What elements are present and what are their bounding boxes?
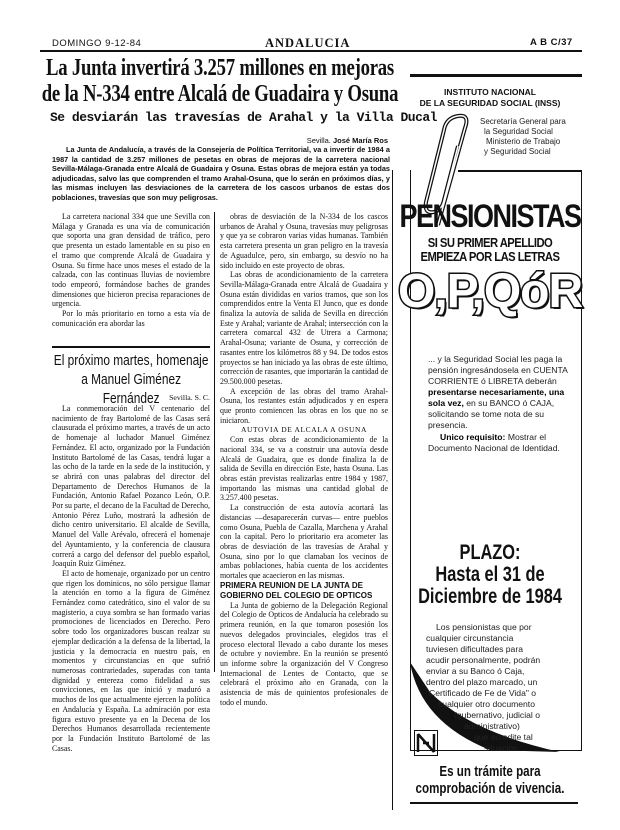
article-divider (52, 346, 210, 348)
main-article-col2 (220, 212, 388, 707)
plazo-line: PLAZO: (459, 541, 521, 564)
header-rule (40, 50, 400, 52)
paragraph: La carretera nacional 334 que une Sevilla con Málaga y Granada es una vía de comunicación que soporta una gran densidad de tráfico, pero que presenta un estado lamentable en su piso en el tramo que comprende Alcalá de Guadaira y Osuna. Su firme hace unos meses el estado de la calzada, con las continuas lluvias de noviembre todo empeoró, formándose baches de grandes dimensiones que hicieron precisa reparaciones de urgencia. (52, 212, 210, 309)
inss-advertisement (398, 62, 582, 807)
requisito-label: Unico requisito: (440, 432, 506, 442)
secretaria-line: la Seguridad Social (484, 127, 553, 136)
main-headline (41, 55, 399, 107)
sub-line-1: SI SU PRIMER APELLIDO (427, 236, 553, 250)
body-text: ... y la Seguridad Social les paga la pensión ingresándosela en CUENTA CORRIENTE ó LIBRETA deberán (428, 354, 568, 386)
requisito-text: Mostrar el Documento Nacional de Identidad. (428, 432, 560, 453)
secretaria-line: Ministerio de Trabajo (486, 137, 561, 146)
ad-footer (416, 764, 563, 798)
page-number: A B C/37 (530, 37, 573, 48)
paragraph: El acto de homenaje, organizado por un centro que rigen los dominicos, no sólo persigue llamar la atención en torno a la figura de Giménez Fernández como catedrático, sino el valor de su magisterio, a cuya sombra se han formado varias promociones de licenciados en Derecho. Pero sobre todo los organizadores buscan realzar su ejemplar dedicación a la defensa de la libertad, la justicia y la democracia en nuestro país, en momentos y circunstancias en que sufrió numerosas contrariedades, superadas con tanta dignidad y entereza como fidelidad a sus convicciones, en las que inició y maduró a muchos de los que actualmente ejercen la política en Andalucía y España. La admiración por esta figura estuvo presente ya en la Decena de los Derechos Humanos desarrollada recientemente por la Fundación Instituto Bartolomé de las Casas. (52, 568, 210, 753)
note-line: administrativo) (464, 721, 520, 731)
note-line: enviar a su Banco ó Caja, (426, 666, 525, 676)
second-article-byline: Sevilla. S. C. (169, 393, 210, 402)
note-line: que acredite tal (474, 732, 533, 742)
column-rule (392, 170, 393, 810)
section-title: ANDALUCIA (265, 36, 351, 50)
body-emphasis: presentarse necesariamente, una sola vez, (428, 387, 565, 408)
note-line: (gubernativo, judicial o (454, 710, 540, 720)
note-line: Los pensionistas que por (436, 622, 532, 632)
paragraph: obras de desviación de la N-334 de los cascos urbanos de Arahal y Osuna, travesías muy peligrosas y que ya se cobraron varias vidas humanas. También esta carretera presenta un gran peligro en la travesía de Aguadulce, pero, sin embargo, su desvío no ha sido incluido en este proyecto de obras. (220, 212, 388, 270)
plazo-line: Diciembre de 1984 (418, 585, 562, 608)
paragraph: A excepción de las obras del tramo Arahal-Osuna, los restantes están adjudicados y en espera que pronto comiencen las obras en los que no se iniciaron. (220, 386, 388, 425)
plazo-line: Hasta el 31 de (435, 563, 545, 586)
issue-date: DOMINGO 9-12-84 (52, 38, 142, 49)
institute-line-1: INSTITUTO NACIONAL (444, 87, 536, 97)
ad-deadline (418, 542, 562, 608)
main-article-col1 (52, 212, 210, 328)
ad-footer-rule (410, 802, 578, 804)
paragraph: Por lo más prioritario en torno a esta vía de comunicación era abordar las (52, 309, 210, 328)
paragraph: La conmemoración del V centenario del nacimiento de fray Bartolomé de las Casas será clausurada el próximo martes, a través de un acto de homenaje al luchador Manuel Giménez Fernández. El acto, organizado por la Fundación Instituto Bartolomé de las Casas, tendrá lugar a las ocho de la tarde en la sede de la institución, y se abrirá con unas palabras del director del Departamento de Derechos Humanos de la Fundación, Antonio Rafael Pozanco León, O.P. Por su parte, el decano de la Facultad de Derecho, Antonio Pérez Luño, mostrará la adhesión de dicho centro universitario. El alcalde de Sevilla, Manuel del Valle Arévalo, ofrecerá el homenaje del Ayuntamiento, y la conferencia de clausura correrá a cargo del defensor del pueblo español, Joaquín Ruiz Giménez. (52, 404, 210, 569)
note-line: "Certificado de Fe de Vida" o (426, 688, 537, 698)
institute-line-2: DE LA SEGURIDAD SOCIAL (INSS) (419, 98, 561, 108)
secretaria-line: y Seguridad Social (484, 147, 551, 156)
sub-line-2: EMPIEZA POR LAS LETRAS (420, 250, 560, 264)
headline-line-2: de la N-334 entre Alcalá de Guadaira y Osuna (41, 81, 399, 107)
subheading-opticos: PRIMERA REUNION DE LA JUNTA DE GOBIERNO DEL COLEGIO DE OPTICOS (220, 580, 373, 600)
note-line: situación. (484, 743, 521, 753)
headline-line-1: La Junta invertirá 3.257 millones en mejoras (46, 55, 394, 81)
note-line: tuviesen dificultades para (426, 644, 523, 654)
note-line: cualquier circunstancia (426, 633, 514, 643)
ad-subheadline (407, 236, 573, 264)
header-rule-right (400, 50, 582, 52)
title-line-2: a Manuel Giménez Fernández (81, 372, 182, 407)
subheading-autovia: AUTOVIA DE ALCALA A OSUNA (240, 425, 368, 435)
paragraph: Con estas obras de acondicionamiento de la nacional 334, se va a construir una autovía desde Alcalá de Guadaira, que es donde finaliza la de salida de Sevilla en dirección Este, hasta Osuna. Las obras están previstas realizarlas entre 1984 y 1987, importando las mismas una cantidad global de 3.257.400 pesetas. (220, 435, 388, 503)
note-line: acudir personalmente, podrán (426, 655, 541, 665)
footer-line: Es un trámite para (439, 764, 541, 780)
ad-top-bar (410, 74, 582, 77)
main-subheadline: Se desviarán las travesías de Arahal y la Villa Ducal (50, 110, 437, 125)
column-rule (214, 212, 215, 672)
secretaria-line: Secretaría General para (480, 117, 566, 126)
ad-secretaria (480, 117, 566, 157)
ad-institute (398, 87, 582, 109)
article-lead: La Junta de Andalucía, a través de la Consejería de Política Territorial, va a invertir de 1984 a 1987 la cantidad de 3.257 millones de pesetas en obras de mejoras de la carretera nacional Sevilla-Málaga-Granada entre Alcalá de Guadaira y Osuna. Estas obras de mejora están ya todas adjudicadas, salvo las que comprenden el tramo Arahal-Osuna, que lo serán en próximos días, y las mismas incluyen las desviaciones de la carretera de los cascos urbanos de estas dos poblaciones, travesías que son muy peligrosas. (52, 145, 390, 202)
second-article-body (52, 404, 210, 753)
note-line: dentro del plazo marcado, un (426, 677, 538, 687)
note-line: cualquier otro documento (438, 699, 535, 709)
ad-letters: O,P,QóR (398, 265, 583, 318)
title-line-1: El próximo martes, homenaje (53, 353, 209, 369)
paragraph: Las obras de acondicionamiento de la carretera Sevilla-Málaga-Granada entre Alcalá de Guadaira y Osuna están divididas en varios tramos, que son los comprendidos entre la Venta El Junco, que es donde finaliza la autovía de salida de Sevilla en dirección Este y Arahal; variante de Arahal; intersección con la carretera comarcal 432 de Utrera a Carmona; Arahal-Osuna; variante de Osuna, y corrección de rasantes entre los kilómetros 88 y 94. De todos estos proyectos se han iniciado ya las obras de este último, corrección de rasantes, que importarán la cantidad de 29.500.000 pesetas. (220, 270, 388, 386)
ad-body (428, 354, 578, 454)
ad-note (426, 622, 581, 754)
paragraph: La construcción de esta autovía acortará las distancias —desaparecerán curvas— entre pueblos como Osuna, Puebla de Cazalla, Marchena y Arahal con la capital. Pero lo prioritario era acometer las obras de desviación de las travesías de Arahal y Osuna, sino por lo que clamaban los vecinos de ambas poblaciones, había cuenta de los accidentes mortales que acaecieron en las mismas. (220, 503, 388, 581)
byline-place: Sevilla. (306, 136, 331, 145)
byline-author: José María Ros (332, 136, 388, 145)
ad-headline: PENSIONISTAS (399, 198, 581, 234)
paragraph: La Junta de gobierno de la Delegación Regional del Colegio de Opticos de Andalucía ha celebrado su primera reunión, en la que tomaron posesión los nuevos delegados provinciales, elegidos tras el proceso electoral llevado a cabo durante los meses de octubre y noviembre. En la reunión se presentó un informe sobre la organización del V Congreso Internacional de Lentes de Contacto, que se celebrará el próximo año en Granada, con la asistencia de más de quinientos profesionales de todo el mundo. (220, 600, 388, 707)
footer-line: comprobación de vivencia. (415, 781, 565, 797)
inss-logo (414, 730, 438, 756)
body-text: en su BANCO ó CAJA, solicitando se tome nota de su presencia. (428, 398, 555, 430)
main-byline (307, 136, 388, 145)
